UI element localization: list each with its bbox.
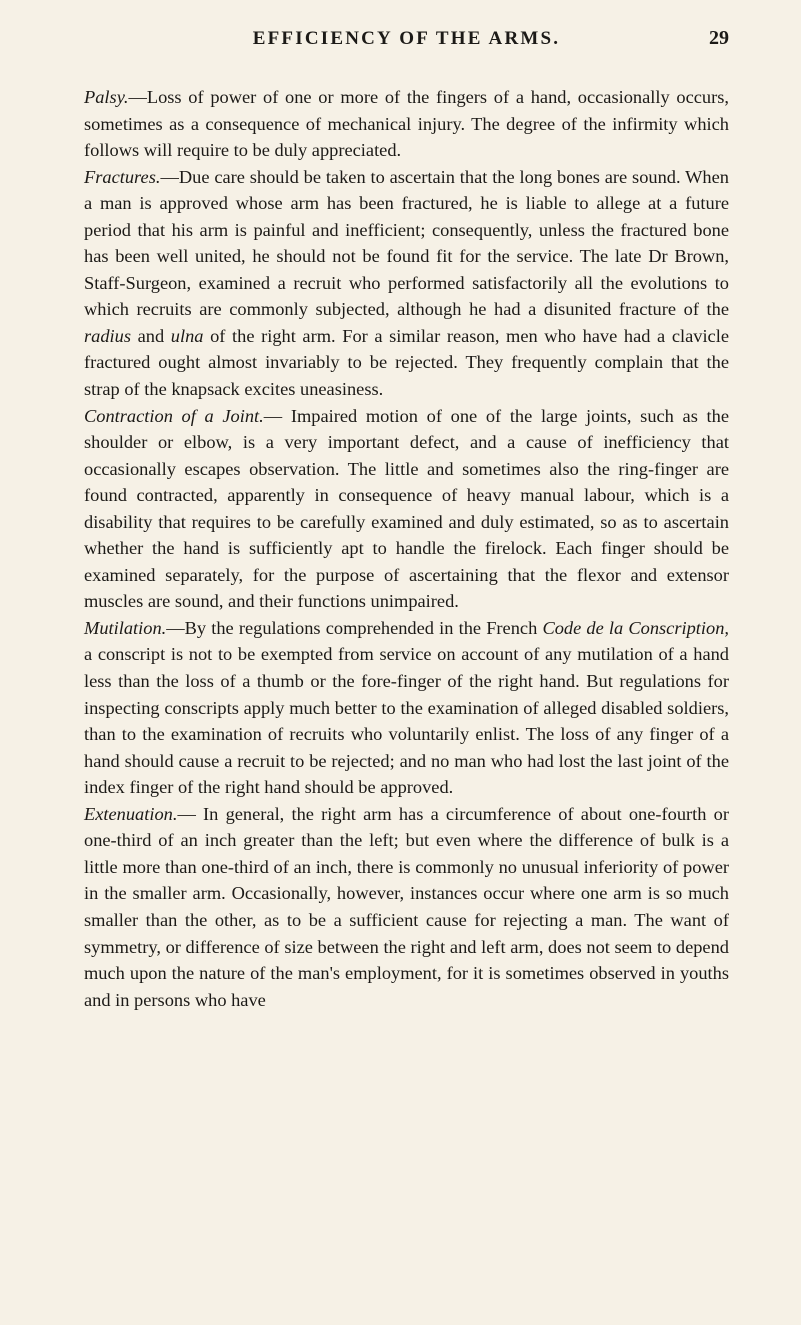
paragraph-heading: Mutilation. bbox=[84, 617, 167, 638]
paragraph-heading: Extenuation. bbox=[84, 803, 178, 824]
paragraph-text: of the right arm. For a similar reason, men who have had a clavicle fractured ought almost invariably to be rejected. They frequently complain that the strap of the knapsack excites uneasiness. bbox=[84, 325, 729, 400]
page-number: 29 bbox=[709, 27, 729, 49]
italic-term: ulna bbox=[170, 325, 204, 346]
body-text bbox=[84, 84, 729, 1013]
paragraph-mutilation bbox=[84, 615, 729, 801]
paragraph-text: and bbox=[131, 325, 171, 346]
running-head bbox=[84, 18, 729, 58]
paragraph-heading: Fractures. bbox=[84, 166, 161, 187]
italic-term: Code de la Conscription, bbox=[542, 617, 730, 638]
paragraph-palsy bbox=[84, 84, 729, 164]
paragraph-text: — Impaired motion of one of the large joints, such as the shoulder or elbow, is a very important defect, and a cause of inefficiency that occasionally escapes observation. The little and sometimes also the ring-finger are found contracted, apparently in consequence of heavy manual labour, which is a disability that requires to be carefully examined and duly estimated, so as to ascertain whether the hand is sufficiently apt to handle the firelock. Each finger should be examined separately, for the purpose of ascertaining that the flexor and extensor muscles are sound, and their functions unimpaired. bbox=[84, 405, 729, 612]
paragraph-text: —Due care should be taken to ascertain that the long bones are sound. When a man is approved whose arm has been fractured, he is liable to allege at a future period that his arm is painful and inefficient; consequently, unless the fractured bone has been well united, he should not be found fit for the service. The late Dr Brown, Staff-Surgeon, examined a recruit who performed satisfactorily all the evolutions to which recruits are commonly subjected, although he had a disunited fracture of the bbox=[84, 166, 729, 320]
paragraph-contraction bbox=[84, 403, 729, 615]
paragraph-heading: Palsy. bbox=[84, 87, 129, 107]
paragraph-text: —By the regulations comprehended in the French bbox=[166, 617, 543, 638]
paragraph-extenuation bbox=[84, 801, 729, 1013]
running-title: EFFICIENCY OF THE ARMS. bbox=[252, 28, 561, 49]
paragraph-text: a conscript is not to be exempted from service on account of any mutilation of a hand less than the loss of a thumb or the fore-finger of the right hand. But regulations for inspecting conscripts apply much better to the examination of alleged disabled soldiers, than to the examination of recruits who voluntarily enlist. The loss of any finger of a hand should cause a recruit to be rejected; and no man who had lost the last joint of the index finger of the right hand should be approved. bbox=[84, 644, 729, 798]
italic-term: radius bbox=[84, 325, 132, 346]
paragraph-text: — In general, the right arm has a circumference of about one-fourth or one-third of an inch greater than the left; but even where the difference of bulk is a little more than one-third of an inch, there is commonly no unusual inferiority of power in the smaller arm. Occasionally, however, instances occur where one arm is so much smaller than the other, as to be a sufficient cause for rejecting a man. The want of symmetry, or difference of size between the right and left arm, does not seem to depend much upon the nature of the man's employment, for it is sometimes observed in youths and in persons who have bbox=[84, 803, 729, 1010]
paragraph-text: —Loss of power of one or more of the fingers of a hand, occasionally occurs, sometimes as a consequence of mechanical injury. The degree of the infirmity which follows will require to be duly appreciated. bbox=[84, 87, 729, 161]
paragraph-fractures bbox=[84, 164, 729, 403]
paragraph-heading: Contraction of a Joint. bbox=[84, 405, 264, 426]
